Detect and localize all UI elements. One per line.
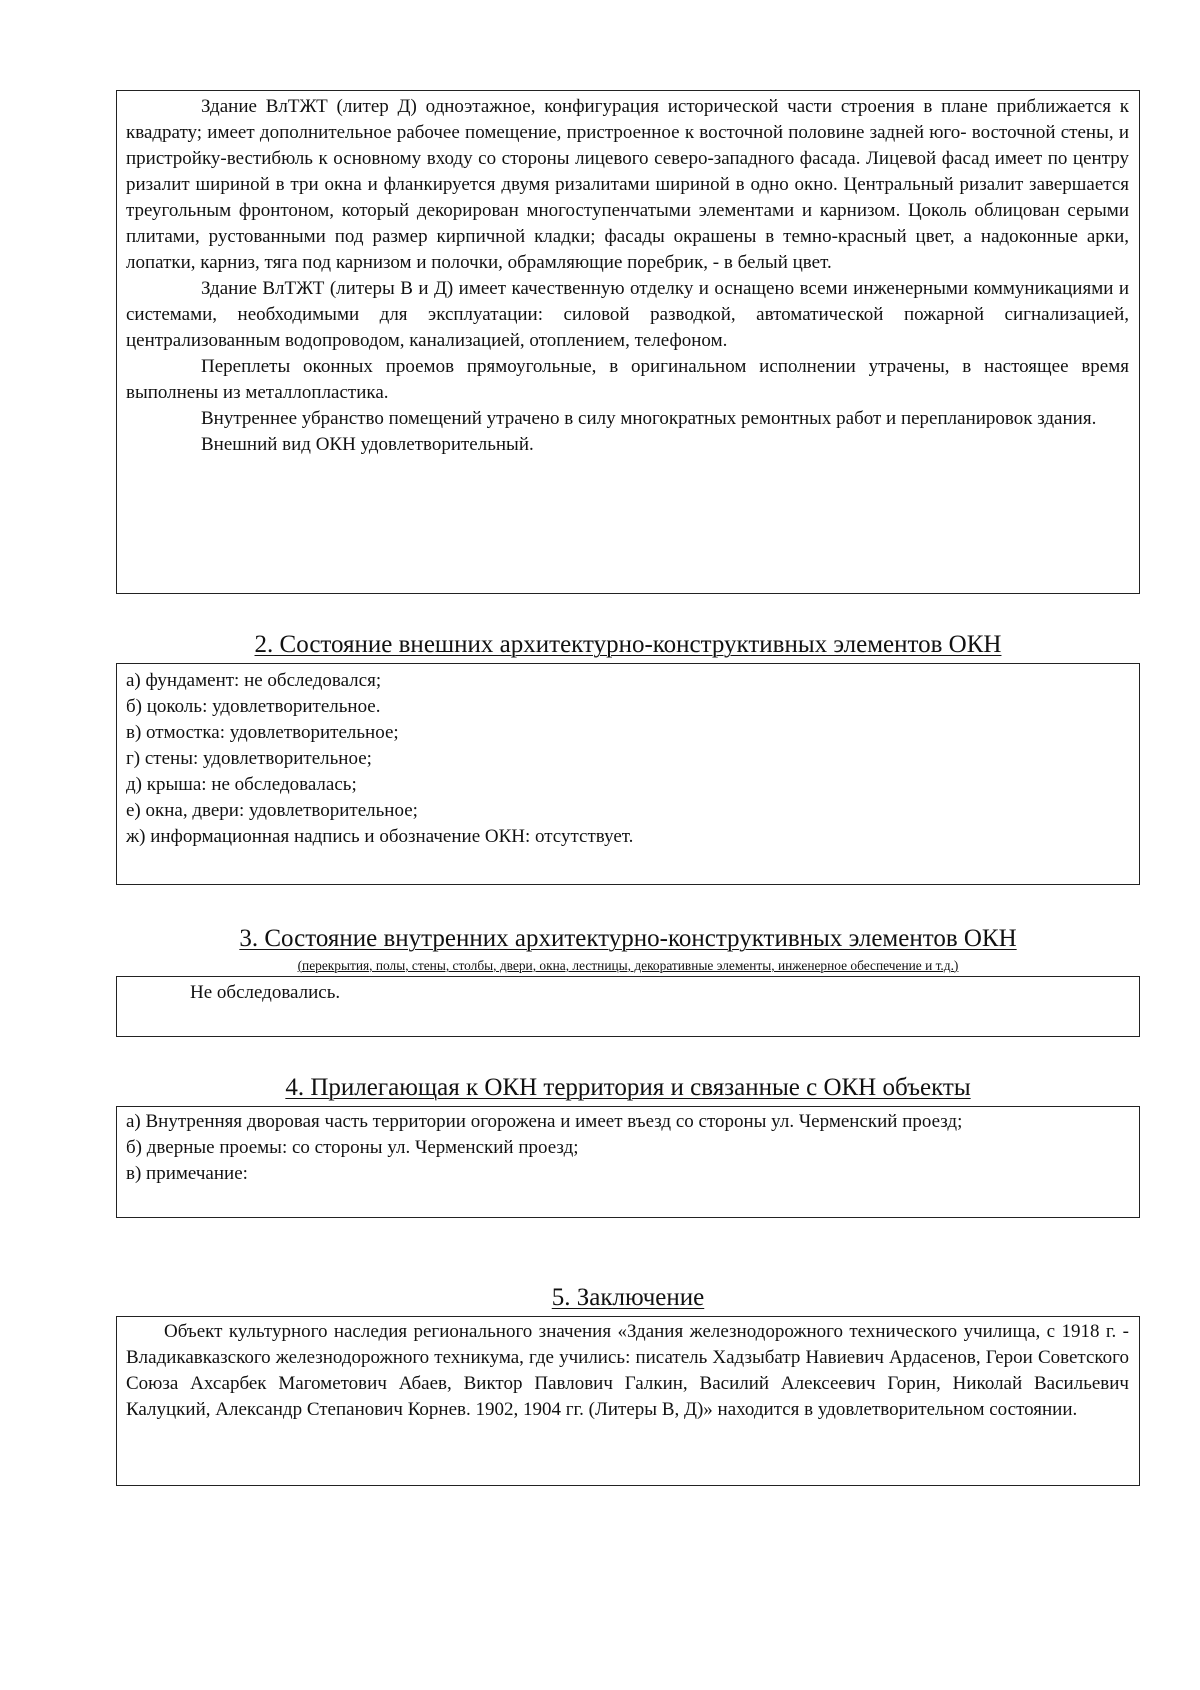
section-2-box: [116, 663, 1140, 885]
description-paragraph: Внутреннее убранство помещений утрачено в силу многократных ремонтных работ и перепланировок здания.: [201, 408, 1097, 429]
description-paragraph: Переплеты оконных проемов прямоугольные, в оригинальном исполнении утрачены, в настоящее время выполнены из металлопластика.: [126, 356, 1129, 403]
list-item: в) отмостка: удовлетворительное;: [126, 722, 399, 743]
section-4-title: 4. Прилегающая к ОКН территория и связанные с ОКН объекты: [285, 1074, 971, 1101]
description-paragraph: Внешний вид ОКН удовлетворительный.: [201, 434, 534, 455]
section-5-title: 5. Заключение: [551, 1284, 705, 1311]
section-3-box: [116, 976, 1140, 1037]
list-item: в) примечание:: [126, 1163, 248, 1184]
list-item: ж) информационная надпись и обозначение ОКН: отсутствует.: [126, 826, 634, 847]
conclusion-text: Объект культурного наследия регионального значения «Здания железнодорожного технического училища, с 1918 г. - Владикавказского железнодорожного техникума, где учились: писатель Хадзыбатр Навиевич Ардасенов, Герои Советского Союза Ахсарбек Магометович Абаев, Виктор Павлович Галкин, Василий Алексеевич Горин, Николай Васильевич Калуцкий, Александр Степанович Корнев. 1902, 1904 гг. (Литеры В, Д)» находится в удовлетворительном состоянии.: [126, 1321, 1129, 1420]
list-item: г) стены: удовлетворительное;: [126, 748, 372, 769]
list-item: д) крыша: не обследовалась;: [126, 774, 357, 795]
list-item: б) дверные проемы: со стороны ул. Черменский проезд;: [126, 1137, 579, 1158]
section-3-text: Не обследовались.: [190, 982, 341, 1003]
list-item: е) окна, двери: удовлетворительное;: [126, 800, 418, 821]
section-3-note: (перекрытия, полы, стены, столбы, двери, окна, лестницы, декоративные элементы, инженерное обеспечение и т.д.): [297, 958, 959, 973]
section-5-box: [116, 1316, 1140, 1486]
building-description-box: [116, 90, 1140, 594]
list-item: б) цоколь: удовлетворительное.: [126, 696, 381, 717]
section-4-box: [116, 1106, 1140, 1218]
list-item: а) Внутренняя дворовая часть территории огорожена и имеет въезд со стороны ул. Черменский проезд;: [126, 1111, 963, 1132]
section-2-title: 2. Состояние внешних архитектурно-конструктивных элементов ОКН: [254, 631, 1002, 658]
list-item: а) фундамент: не обследовался;: [126, 670, 382, 691]
description-paragraph: Здание ВлТЖТ (литер Д) одноэтажное, конфигурация исторической части строения в плане приближается к квадрату; имеет дополнительное рабочее помещение, пристроенное к восточной половине задней юго- восточной стены, и пристройку-вестибюль к основному входу со стороны лицевого северо-западного фасада. Лицевой фасад имеет по центру ризалит шириной в три окна и фланкируется двумя ризалитами шириной в одно окно. Центральный ризалит завершается треугольным фронтоном, который декорирован многоступенчатыми элементами и карнизом. Цоколь облицован серыми плитами, рустованными под размер кирпичной кладки; фасады окрашены в темно-красный цвет, а надоконные арки, лопатки, карниз, тяга под карнизом и полочки, обрамляющие поребрик, - в белый цвет.: [126, 96, 1129, 273]
description-paragraph: Здание ВлТЖТ (литеры В и Д) имеет качественную отделку и оснащено всеми инженерными коммуникациями и системами, необходимыми для эксплуатации: силовой разводкой, автоматической пожарной сигнализацией, централизованным водопроводом, канализацией, отоплением, телефоном.: [126, 278, 1129, 351]
section-3-title: 3. Состояние внутренних архитектурно-конструктивных элементов ОКН: [239, 925, 1017, 952]
